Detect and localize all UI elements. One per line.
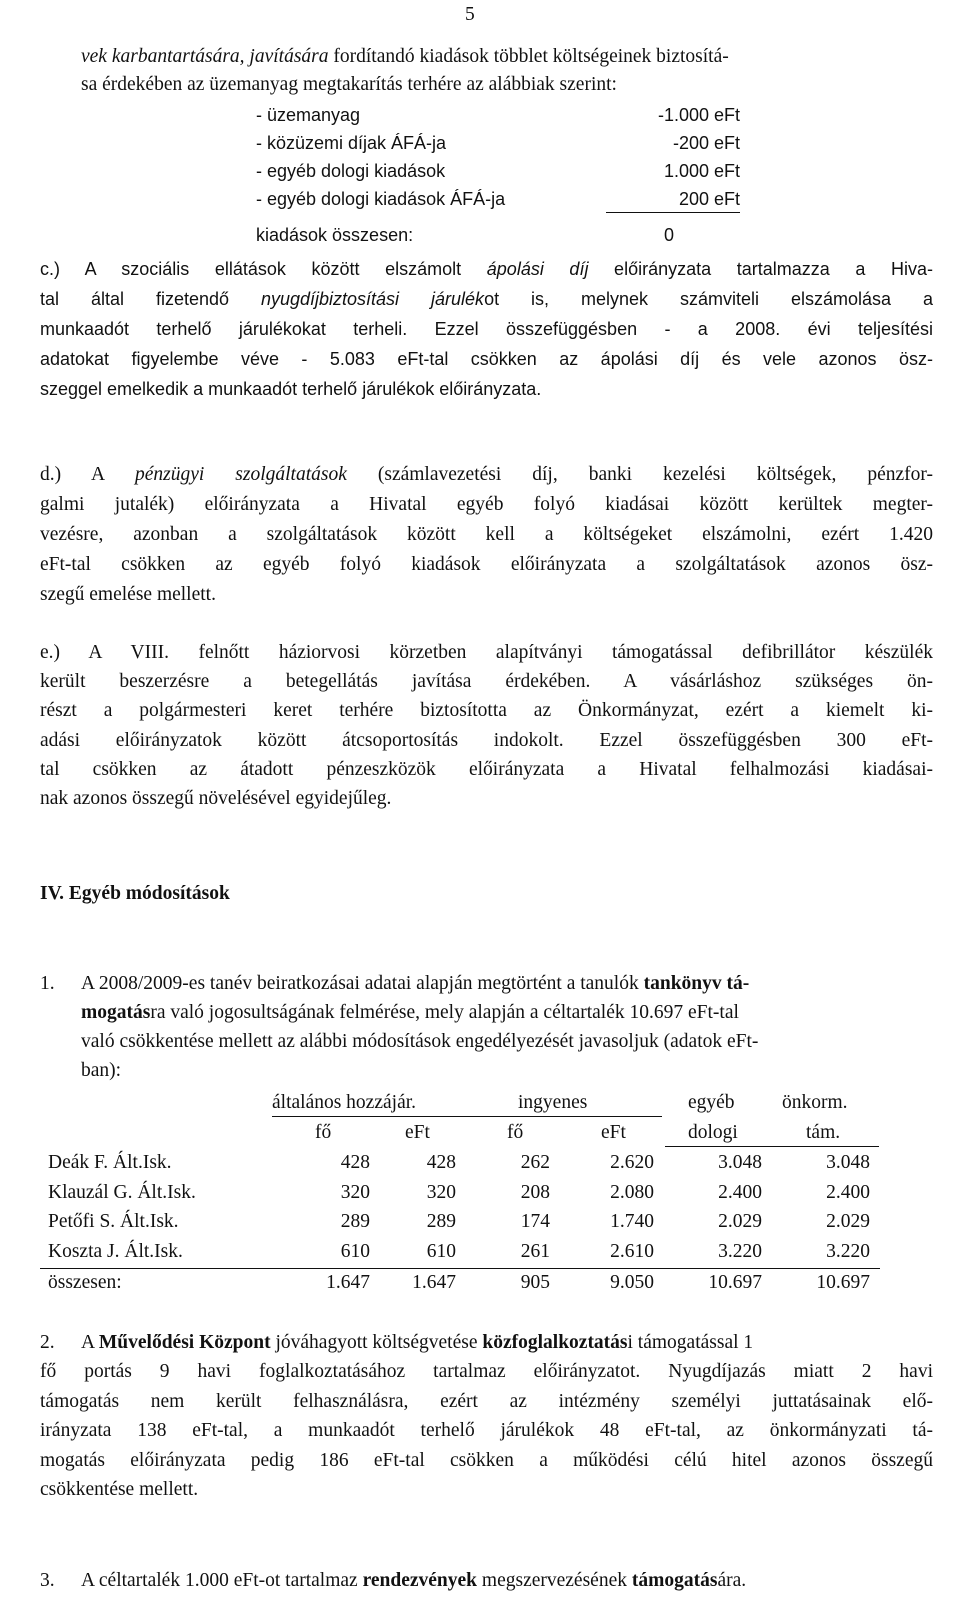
para-e-line: tal csökken az átadott pénzeszközök előirányzata a Hivatal felhalmozási kiadásai-	[40, 758, 933, 780]
table-cell: 289	[426, 1211, 456, 1232]
para-d-italic: pénzügyi szolgáltatások	[135, 464, 347, 485]
para-d-line	[40, 552, 933, 578]
item2-text-e: i támogatással 1	[627, 1332, 754, 1353]
table-cell: 320	[340, 1182, 370, 1203]
para-d-text: (számlavezetési díj, banki kezelési költségek, pénzfor-	[346, 464, 933, 485]
cost-item-label: - egyéb dologi kiadások ÁFÁ-ja	[256, 189, 506, 209]
table-cell: 174	[520, 1211, 550, 1232]
item2-text-c: jóváhagyott költségvetése	[270, 1332, 483, 1353]
item3-text-c: megszervezésének	[477, 1570, 632, 1591]
table-cell: 9.050	[610, 1272, 654, 1293]
para-d-line	[40, 522, 933, 548]
table-cell: 2.029	[826, 1211, 870, 1232]
table-cell: 289	[340, 1211, 370, 1232]
item2-line: mogatás előirányzata pedig 186 eFt-tal csökken a működési célú hitel azonos összegű	[40, 1449, 933, 1471]
table-cell: 2.610	[610, 1241, 654, 1262]
intro-rest: fordítandó kiadások többlet költségeinek biztosítá-	[328, 46, 729, 67]
para-c-text: szeggel emelkedik a munkaadót terhelő járulékok előirányzata.	[40, 379, 542, 399]
cost-item-label: - egyéb dologi kiadások	[256, 161, 446, 181]
item1-number: 1.	[40, 973, 55, 994]
table-cell: 2.029	[718, 1211, 762, 1232]
table-cell: 3.220	[718, 1241, 762, 1262]
table-col-egyeb-1: egyéb	[688, 1092, 735, 1113]
table-sub-fo-2: fő	[507, 1122, 524, 1143]
item3-bold-b: támogatás	[631, 1570, 718, 1591]
para-e-line: nak azonos összegű növelésével egyidejűleg.	[40, 788, 392, 809]
cost-item-value: 1.000 eFt	[663, 161, 740, 181]
item2-text-a: A	[81, 1332, 99, 1353]
table-cell: 320	[426, 1182, 456, 1203]
table-sub-eft-1: eFt	[405, 1122, 430, 1143]
table-cell: 3.048	[826, 1152, 870, 1173]
table-cell: 1.647	[412, 1272, 456, 1293]
table-cell: 10.697	[816, 1272, 870, 1293]
table-cell: 262	[520, 1152, 550, 1173]
item2-bold-b: közfoglalkoztatás	[482, 1332, 628, 1353]
table-header-underline-right	[665, 1146, 879, 1147]
item1-bold-a: tankönyv tá-	[643, 973, 750, 994]
table-cell: 2.400	[718, 1182, 762, 1203]
para-c-italic: nyugdíjbiztosítási járulék	[260, 289, 485, 309]
para-c-text: munkaadót terhelő járulékokat terheli. Ezzel összefüggésben - a 2008. évi teljesítési	[40, 319, 933, 339]
table-cell: 3.220	[826, 1241, 870, 1262]
para-d-line	[40, 582, 933, 608]
item1-line-3: való csökkentése mellett az alábbi módosítások engedélyezését javasoljuk (adatok eFt-	[81, 1031, 759, 1052]
table-row-name: Koszta J. Ált.Isk.	[48, 1241, 183, 1262]
item1-line-1	[81, 971, 933, 997]
table-total-label: összesen:	[48, 1272, 122, 1293]
table-cell: 610	[340, 1241, 370, 1262]
cost-item-label: - közüzemi díjak ÁFÁ-ja	[256, 133, 447, 153]
table-cell: 1.647	[326, 1272, 370, 1293]
para-c-text: előirányzata tartalmazza a Hiva-	[588, 259, 933, 279]
item1-bold-b: mogatás	[81, 1002, 151, 1023]
para-d-text: galmi jutalék) előirányzata a Hivatal egyéb folyó kiadásai között kerültek megter-	[40, 494, 933, 515]
item2-line: irányzata 138 eFt-tal, a munkaadót terhelő járulékok 48 eFt-tal, az önkormányzati tá-	[40, 1420, 933, 1441]
cost-total-value: 0	[664, 225, 675, 245]
para-d-text: szegű emelése mellett.	[40, 584, 216, 605]
item1-line-2	[81, 1000, 739, 1026]
table-sub-fo-1: fő	[315, 1122, 332, 1143]
para-d-text: vezésre, azonban a szolgáltatások között kell a költségeket elszámolni, ezért 1.420	[40, 524, 933, 545]
item1-text-a: A 2008/2009-es tanév beiratkozásai adatai alapján megtörtént a tanulók	[81, 973, 644, 994]
intro-italic: vek karbantartására, javítására	[81, 46, 329, 67]
para-c-text: tal által fizetendő	[40, 289, 261, 309]
cost-item-label: - üzemanyag	[256, 105, 361, 125]
para-d-line	[40, 462, 933, 488]
table-cell: 610	[426, 1241, 456, 1262]
item3-bold-a: rendezvények	[362, 1570, 478, 1591]
item2-bold-a: Művelődési Központ	[98, 1332, 271, 1353]
para-e-line: került beszerzésre a betegellátás javítása érdekében. A vásárláshoz szükséges ön-	[40, 671, 933, 693]
table-cell: 905	[520, 1272, 550, 1293]
table-row-name: Klauzál G. Ált.Isk.	[48, 1182, 196, 1203]
para-d-text: eFt-tal csökken az egyéb folyó kiadások előirányzata a szolgáltatások azonos ösz-	[40, 554, 933, 575]
cost-item-value: -1.000 eFt	[657, 105, 740, 125]
intro-line-1	[81, 44, 933, 70]
table-cell: 428	[340, 1152, 370, 1173]
table-cell: 2.620	[610, 1152, 654, 1173]
page-number: 5	[465, 4, 475, 25]
cost-item-value: 200 eFt	[678, 189, 740, 209]
item3-number: 3.	[40, 1570, 55, 1591]
item2-line: támogatás nem került felhasználásra, ezért az intézmény személyi juttatásainak elő-	[40, 1390, 933, 1412]
table-cell: 10.697	[708, 1272, 762, 1293]
para-c-line	[40, 286, 933, 312]
para-c-text: c.) A szociális ellátások között elszámolt	[40, 259, 487, 279]
cost-total-label: kiadások összesen:	[256, 225, 414, 245]
table-col-onk-2: tám.	[806, 1122, 841, 1143]
para-c-line	[40, 376, 933, 402]
para-c-line	[40, 256, 933, 282]
table-group-general: általános hozzájár.	[272, 1092, 417, 1113]
table-cell: 208	[520, 1182, 550, 1203]
item1-line-4: ban):	[81, 1060, 122, 1081]
item2-number: 2.	[40, 1332, 55, 1353]
item3-text-e: ára.	[717, 1570, 747, 1591]
table-cell: 1.740	[610, 1211, 654, 1232]
para-c-italic: ápolási díj	[486, 259, 589, 279]
table-cell: 2.080	[610, 1182, 654, 1203]
intro-line-2: sa érdekében az üzemanyag megtakarítás terhére az alábbiak szerint:	[81, 74, 617, 95]
item2-line: fő portás 9 havi foglalkoztatásához tartalmaz előirányzatot. Nyugdíjazás miatt 2 havi	[40, 1361, 933, 1382]
table-cell: 428	[426, 1152, 456, 1173]
item3-text-a: A céltartalék 1.000 eFt-ot tartalmaz	[81, 1570, 363, 1591]
para-c-line	[40, 316, 933, 342]
table-group-free: ingyenes	[518, 1092, 588, 1113]
table-cell: 3.048	[718, 1152, 762, 1173]
table-group-underline	[272, 1116, 662, 1117]
para-e-line: e.) A VIII. felnőtt háziorvosi körzetben alapítványi támogatással defibrillátor készülék	[40, 642, 933, 663]
item2-line: csökkentése mellett.	[40, 1479, 199, 1500]
section-heading: IV. Egyéb módosítások	[40, 883, 230, 904]
para-c-text: adatokat figyelembe véve - 5.083 eFt-tal csökken az ápolási díj és vele azonos ösz-	[40, 349, 933, 369]
table-col-onk-1: önkorm.	[782, 1092, 848, 1113]
table-cell: 261	[520, 1241, 550, 1262]
table-row-name: Deák F. Ált.Isk.	[48, 1152, 172, 1173]
para-e-line: adási előirányzatok között átcsoportosítás indokolt. Ezzel összefüggésben 300 eFt-	[40, 729, 933, 751]
item1-text-b: ra való jogosultságának felmérése, mely alapján a céltartalék 10.697 eFt-tal	[150, 1002, 739, 1023]
table-row-name: Petőfi S. Ált.Isk.	[48, 1211, 179, 1232]
table-sub-eft-2: eFt	[601, 1122, 626, 1143]
para-d-text: d.) A	[40, 464, 135, 485]
para-c-text: ot is, melynek számviteli elszámolása a	[484, 289, 933, 309]
para-e-line: részt a polgármesteri keret terhére biztosította az Önkormányzat, ezért a kiemelt ki-	[40, 700, 933, 722]
item3-line-1	[81, 1568, 746, 1594]
table-total-rule	[40, 1268, 880, 1269]
cost-item-value: -200 eFt	[672, 133, 740, 153]
cost-underline	[606, 212, 740, 213]
table-cell: 2.400	[826, 1182, 870, 1203]
table-col-egyeb-2: dologi	[688, 1122, 738, 1143]
item2-line-1	[81, 1330, 933, 1356]
para-c-line	[40, 346, 933, 372]
para-d-line	[40, 492, 933, 518]
